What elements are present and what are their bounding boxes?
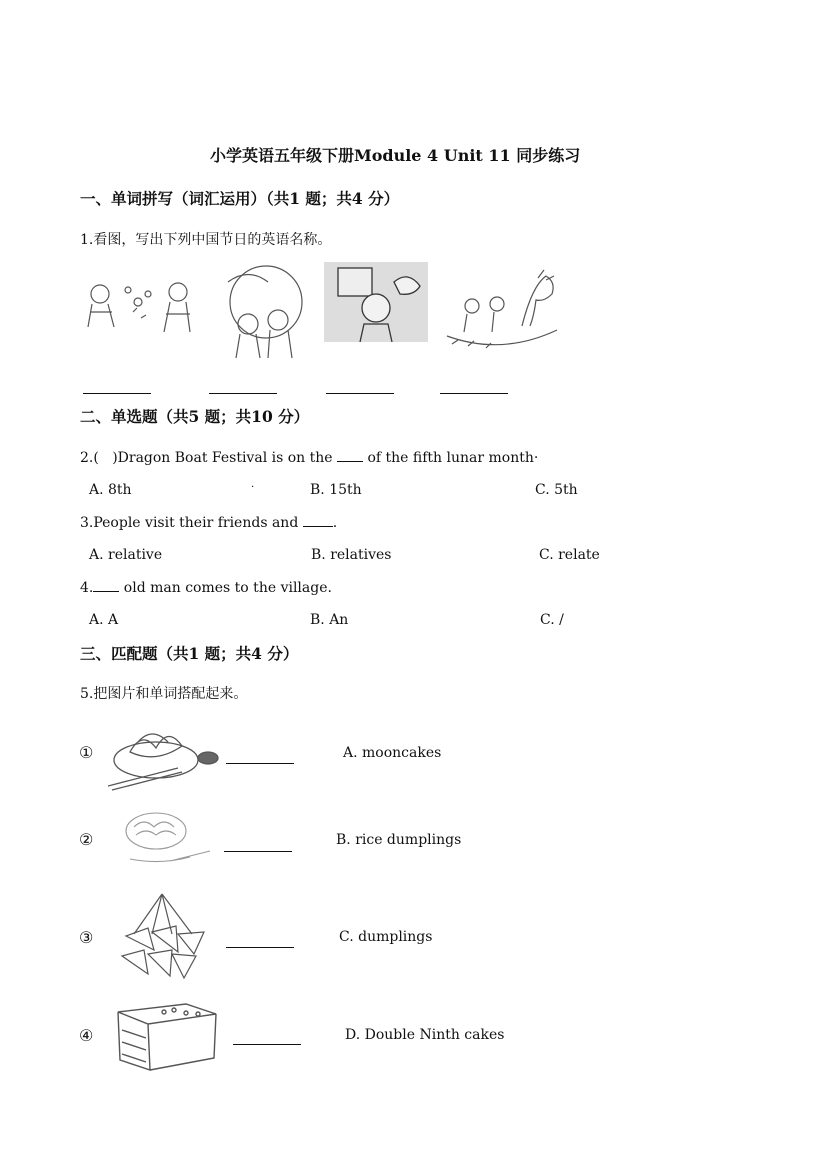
dumplings-plate-picture (108, 712, 223, 792)
match-number-4: ④ (79, 1026, 94, 1045)
q4-option-c[interactable]: C. / (540, 612, 564, 628)
section-3-heading: 三、匹配题（共1 题；共4 分） (80, 644, 299, 663)
match-blank-2[interactable] (224, 850, 292, 852)
page-title: 小学英语五年级下册Module 4 Unit 11 同步练习 (210, 146, 581, 165)
q3-text: 3.People visit their friends and (80, 515, 303, 531)
match-option-d: D. Double Ninth cakes (345, 1027, 505, 1043)
match-blank-4[interactable] (233, 1043, 301, 1045)
q3-end: . (332, 515, 338, 531)
question-4 (80, 580, 332, 596)
question-5: 5.把图片和单词搭配起来。 (80, 686, 248, 702)
q2-blank[interactable] (337, 460, 363, 462)
q4-prefix: 4. (80, 580, 94, 596)
q2-option-b[interactable]: B. 15th (310, 482, 362, 498)
festival-picture-1 (78, 272, 198, 342)
q2-end-dot: · (533, 450, 539, 466)
match-number-2: ② (79, 830, 94, 849)
question-2 (80, 450, 538, 466)
answer-blank-1[interactable] (83, 392, 151, 394)
question-1: 1.看图，写出下列中国节日的英语名称。 (80, 232, 332, 248)
zongzi-bundle-picture (112, 892, 212, 982)
q2-text-b: of the fifth lunar month (363, 450, 534, 466)
q4-blank[interactable] (93, 590, 119, 592)
q2-prefix: 2.( (80, 450, 99, 466)
section-1-heading: 一、单词拼写（词汇运用）（共1 题；共4 分） (80, 189, 400, 208)
section-2-heading: 二、单选题（共5 题；共10 分） (80, 407, 310, 426)
q3-option-c[interactable]: C. relate (539, 547, 600, 563)
noodles-bowl-picture (110, 803, 220, 868)
q3-option-a[interactable]: A. relative (89, 547, 163, 563)
q4-text: old man comes to the village. (119, 580, 332, 596)
match-option-c: C. dumplings (339, 929, 433, 945)
q2-text-a: )Dragon Boat Festival is on the (112, 450, 338, 466)
festival-picture-3 (324, 262, 428, 342)
answer-blank-2[interactable] (209, 392, 277, 394)
q3-blank[interactable] (303, 525, 333, 527)
match-option-b: B. rice dumplings (336, 832, 462, 848)
q2-option-a[interactable]: A. 8th (89, 482, 132, 498)
match-blank-1[interactable] (226, 762, 294, 764)
answer-blank-4[interactable] (440, 392, 508, 394)
match-blank-3[interactable] (226, 946, 294, 948)
festival-picture-4 (442, 266, 560, 352)
q2-paren-gap[interactable] (99, 450, 112, 466)
q2-option-c[interactable]: C. 5th (535, 482, 578, 498)
cake-box-picture (114, 1000, 220, 1072)
q4-option-b[interactable]: B. An (310, 612, 349, 628)
match-number-3: ③ (79, 928, 94, 947)
q3-option-b[interactable]: B. relatives (311, 547, 392, 563)
q2-stray-dot: · (251, 482, 255, 493)
festival-picture-2 (218, 262, 313, 362)
match-number-1: ① (79, 743, 94, 762)
question-3 (80, 515, 337, 531)
q4-option-a[interactable]: A. A (89, 612, 119, 628)
answer-blank-3[interactable] (326, 392, 394, 394)
match-option-a: A. mooncakes (343, 745, 442, 761)
